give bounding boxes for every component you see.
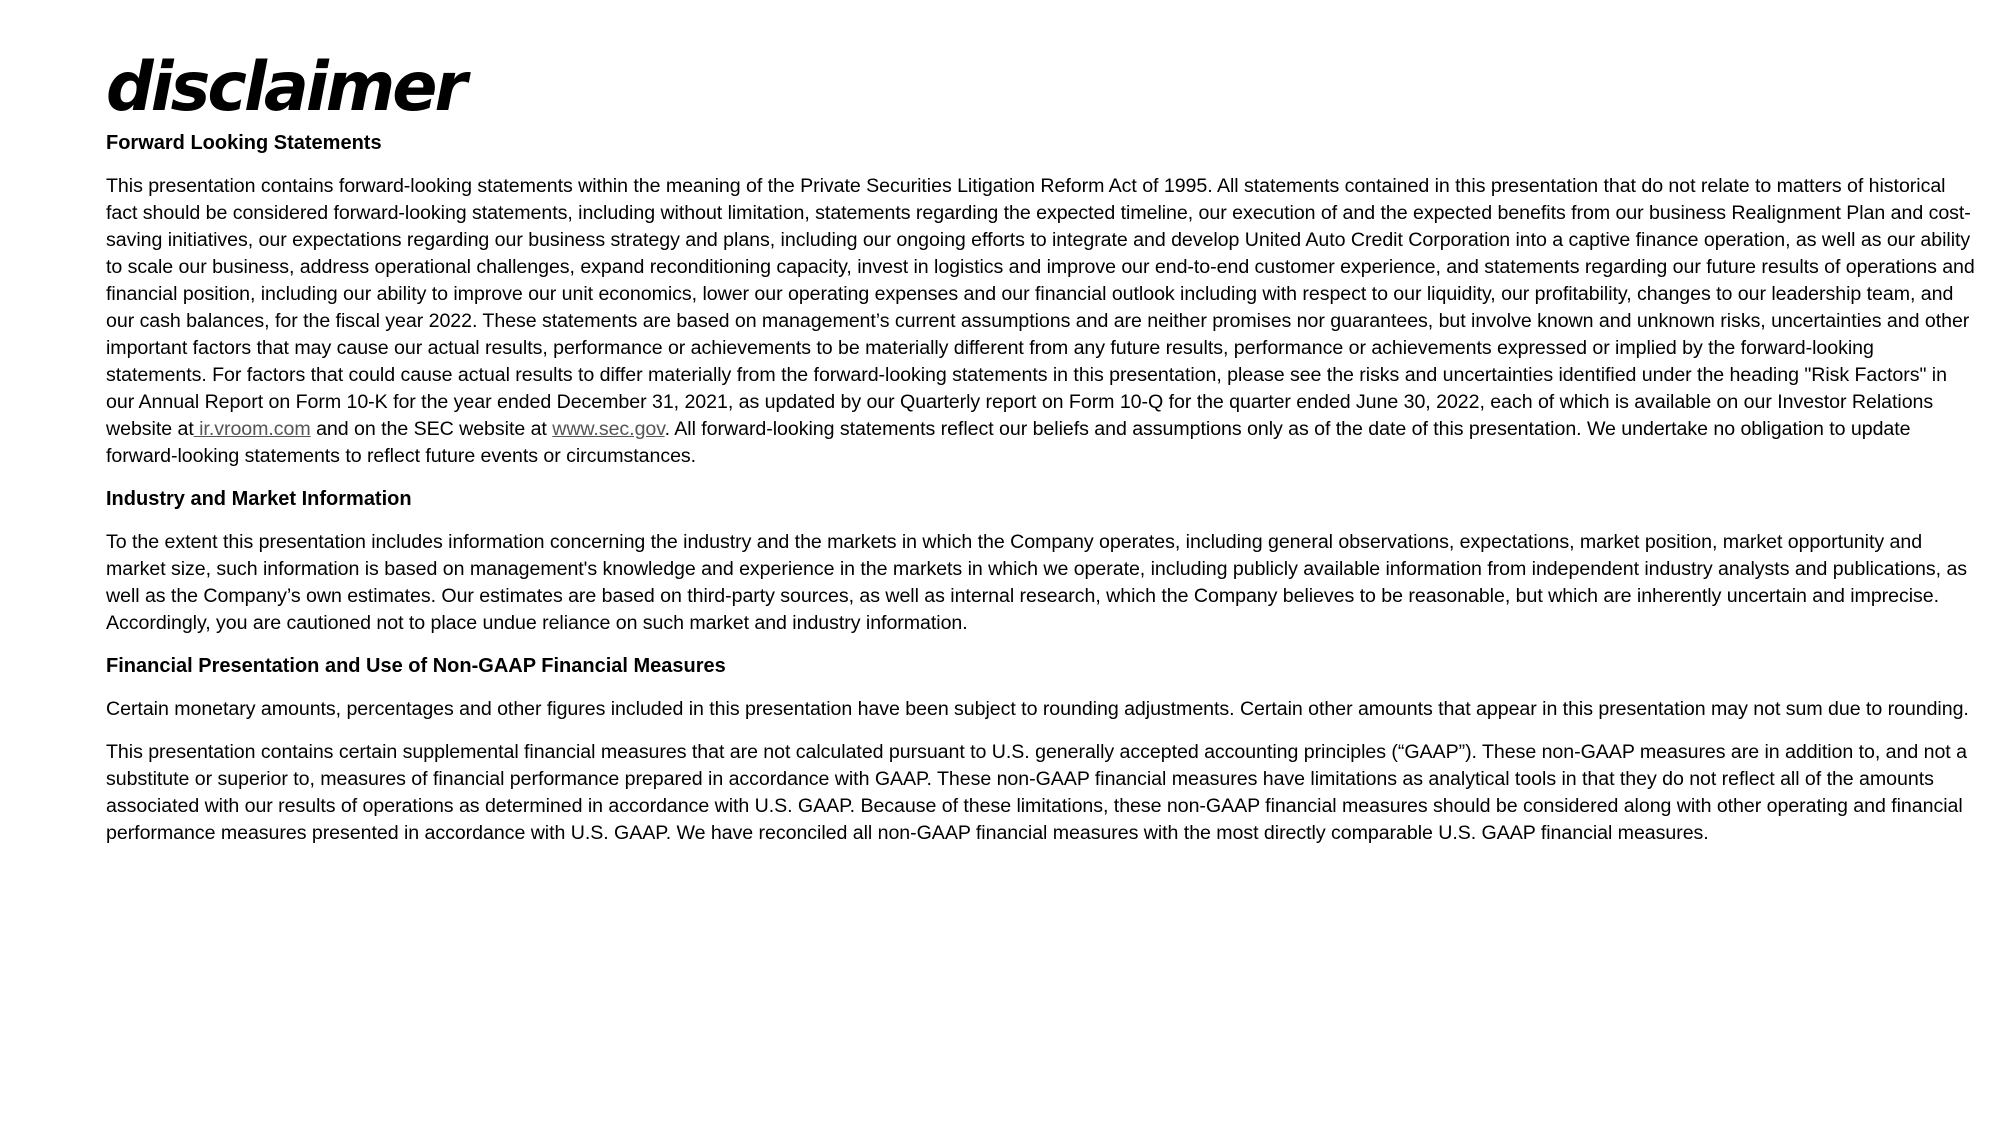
rounding-paragraph: Certain monetary amounts, percentages and other figures included in this presentation have been subject to rounding adjustments. Certain other amounts that appear in this presentation may not sum due to rounding. <box>106 698 1969 720</box>
forward-looking-heading: Forward Looking Statements <box>106 132 382 154</box>
forward-looking-text-2: and on the SEC website at <box>310 418 553 440</box>
page-title: disclaimer <box>106 48 465 127</box>
forward-looking-text-3: . All forward-looking statements reflect our beliefs and assumptions only as of the date of this presentation. We undertake no obligation to update forward-looking statements to reflect future events or circumstances. <box>106 418 1911 467</box>
financial-heading: Financial Presentation and Use of Non-GAAP Financial Measures <box>106 655 726 677</box>
industry-heading: Industry and Market Information <box>106 488 412 510</box>
sec-gov-link[interactable]: www.sec.gov <box>552 418 665 440</box>
ir-vroom-link[interactable]: ir.vroom.com <box>193 418 311 440</box>
disclaimer-slide <box>106 50 1976 863</box>
industry-paragraph: To the extent this presentation includes information concerning the industry and the markets in which the Company operates, including general observations, expectations, market position, market opportunity and market size, such information is based on management's knowledge and experience in the markets in which we operate, including publicly available information from independent industry analysts and publications, as well as the Company’s own estimates. Our estimates are based on third-party sources, as well as internal research, which the Company believes to be reasonable, but which are inherently uncertain and imprecise. Accordingly, you are cautioned not to place undue reliance on such market and industry information. <box>106 531 1968 634</box>
non-gaap-paragraph: This presentation contains certain supplemental financial measures that are not calculated pursuant to U.S. generally accepted accounting principles (“GAAP”). These non-GAAP measures are in addition to, and not a substitute or superior to, measures of financial performance prepared in accordance with GAAP. These non-GAAP financial measures have limitations as analytical tools in that they do not reflect all of the amounts associated with our results of operations as determined in accordance with U.S. GAAP. Because of these limitations, these non-GAAP financial measures should be considered along with other operating and financial performance measures presented in accordance with U.S. GAAP. We have reconciled all non-GAAP financial measures with the most directly comparable U.S. GAAP financial measures. <box>106 741 1967 844</box>
forward-looking-text: This presentation contains forward-looking statements within the meaning of the Private Securities Litigation Reform Act of 1995. All statements contained in this presentation that do not relate to matters of historical fact should be considered forward-looking statements, including without limitation, statements regarding the expected timeline, our execution of and the expected benefits from our business Realignment Plan and cost-saving initiatives, our expectations regarding our business strategy and plans, including our ongoing efforts to integrate and develop United Auto Credit Corporation into a captive finance operation, as well as our ability to scale our business, address operational challenges, expand reconditioning capacity, invest in logistics and improve our end-to-end customer experience, and statements regarding our future results of operations and financial position, including our ability to improve our unit economics, lower our operating expenses and our financial outlook including with respect to our liquidity, our profitability, changes to our leadership team, and our cash balances, for the fiscal year 2022. These statements are based on management’s current assumptions and are neither promises nor guarantees, but involve known and unknown risks, uncertainties and other important factors that may cause our actual results, performance or achievements to be materially different from any future results, performance or achievements expressed or implied by the forward-looking statements. For factors that could cause actual results to differ materially from the forward-looking statements in this presentation, please see the risks and uncertainties identified under the heading "Risk Factors" in our Annual Report on Form 10-K for the year ended December 31, 2021, as updated by our Quarterly report on Form 10-Q for the quarter ended June 30, 2022, each of which is available on our Investor Relations website at <box>106 175 1975 440</box>
forward-looking-paragraph <box>106 173 1976 470</box>
